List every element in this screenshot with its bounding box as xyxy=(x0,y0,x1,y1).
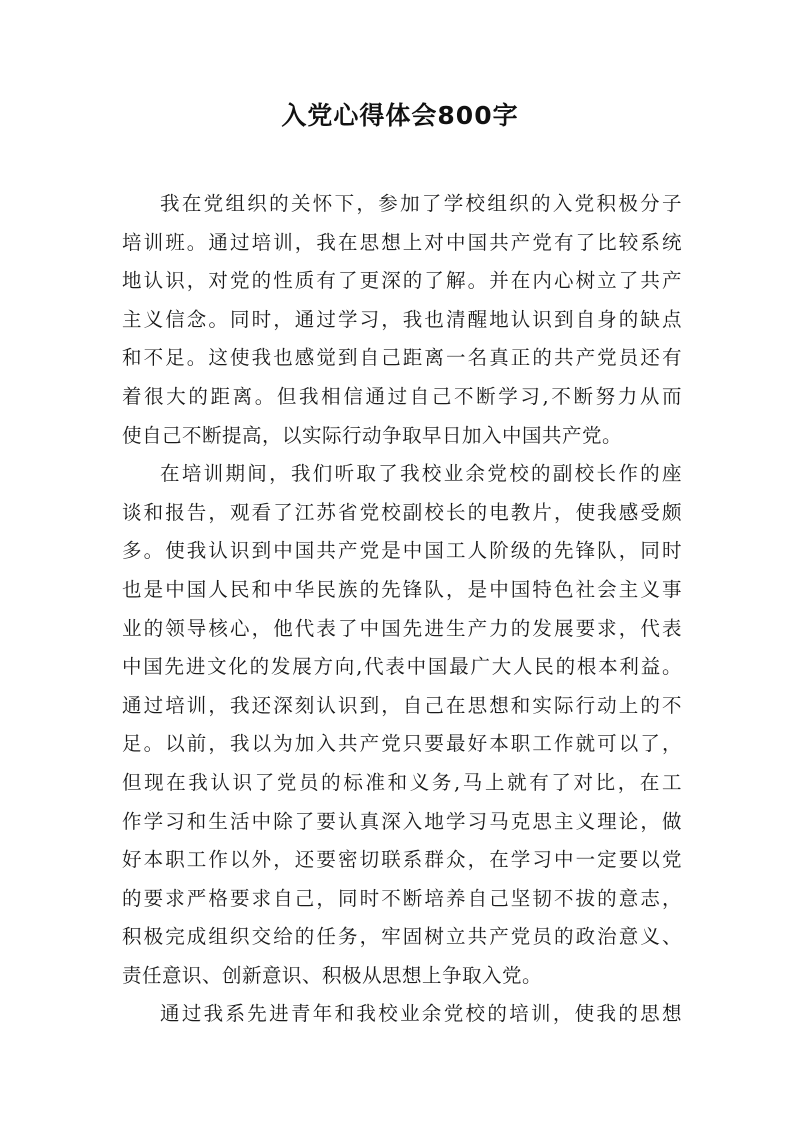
text-line: 我在党组织的关怀下，参加了学校组织的入党积极分子 xyxy=(160,192,682,215)
document-title: 入党心得体会800字 xyxy=(281,101,519,130)
text-line: 业的领导核心，他代表了中国先进生产力的发展要求，代表 xyxy=(122,616,682,640)
text-line: 好本职工作以外，还要密切联系群众，在学习中一定要以党 xyxy=(122,848,682,872)
text-line: 的要求严格要求自己，同时不断培养自己坚韧不拔的意志， xyxy=(122,886,682,910)
text-line: 着很大的距离。但我相信通过自己不断学习,不断努力从而 xyxy=(122,384,682,408)
text-line: 作学习和生活中除了要认真深入地学习马克思主义理论，做 xyxy=(122,809,682,833)
text-line: 地认识，对党的性质有了更深的了解。并在内心树立了共产 xyxy=(122,269,682,293)
text-line: 中国先进文化的发展方向,代表中国最广大人民的根本利益。 xyxy=(122,655,682,679)
paragraph-2 xyxy=(122,455,682,995)
paragraph-1 xyxy=(122,185,682,455)
text-line: 也是中国人民和中华民族的先锋队，是中国特色社会主义事 xyxy=(122,577,682,601)
text-line: 使自己不断提高，以实际行动争取早日加入中国共产党。 xyxy=(122,423,623,447)
text-line: 主义信念。同时，通过学习，我也清醒地认识到自身的缺点 xyxy=(122,307,682,331)
text-line: 培训班。通过培训，我在思想上对中国共产党有了比较系统 xyxy=(122,230,682,254)
text-line: 通过我系先进青年和我校业余党校的培训，使我的思想 xyxy=(160,1002,682,1026)
paragraph-3 xyxy=(122,995,682,1034)
text-line: 责任意识、创新意识、积极从思想上争取入党。 xyxy=(122,963,543,987)
text-line: 但现在我认识了党员的标准和义务,马上就有了对比，在工 xyxy=(122,770,682,794)
text-line: 多。使我认识到中国共产党是中国工人阶级的先锋队，同时 xyxy=(122,539,682,563)
text-line: 和不足。这使我也感觉到自己距离一名真正的共产党员还有 xyxy=(122,346,682,370)
text-line: 谈和报告，观看了江苏省党校副校长的电教片，使我感受颇 xyxy=(122,500,682,524)
text-line: 通过培训，我还深刻认识到，自己在思想和实际行动上的不 xyxy=(122,693,682,717)
text-line: 在培训期间，我们听取了我校业余党校的副校长作的座 xyxy=(160,462,682,486)
text-line: 足。以前，我以为加入共产党只要最好本职工作就可以了， xyxy=(122,732,682,756)
text-line: 积极完成组织交给的任务，牢固树立共产党员的政治意义、 xyxy=(122,925,682,949)
document-body xyxy=(122,185,682,1034)
